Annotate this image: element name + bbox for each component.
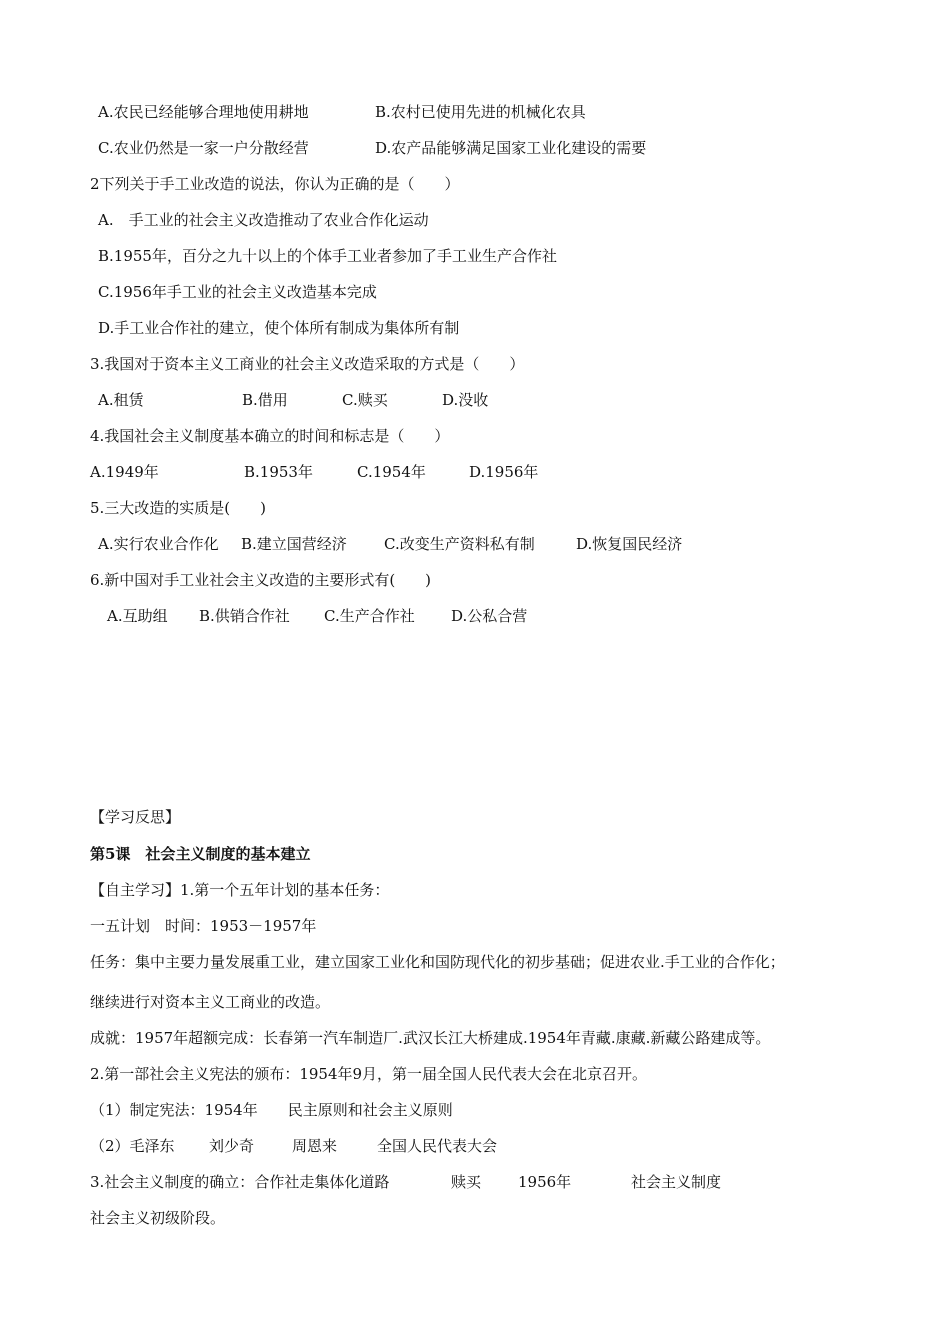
q2-option-b: B.1955年，百分之九十以上的个体手工业者参加了手工业生产合作社 bbox=[98, 247, 557, 265]
q5-option-c: C.改变生产资料私有制 bbox=[384, 535, 535, 553]
q5-option-d: D.恢复国民经济 bbox=[576, 535, 683, 553]
study-line-3: 任务：集中主要力量发展重工业，建立国家工业化和国防现代化的初步基础；促进农业.手工业的合作化； bbox=[90, 953, 785, 971]
study-line-8-a: （2）毛泽东 bbox=[90, 1137, 175, 1155]
q4-stem: 4.我国社会主义制度基本确立的时间和标志是（ ） bbox=[90, 427, 450, 445]
q5-option-b: B.建立国营经济 bbox=[241, 535, 347, 553]
study-line-10: 社会主义初级阶段。 bbox=[90, 1209, 226, 1227]
q4-option-a: A.1949年 bbox=[90, 463, 159, 481]
study-line-4: 继续进行对资本主义工商业的改造。 bbox=[90, 993, 331, 1011]
study-line-8-d: 全国人民代表大会 bbox=[377, 1137, 498, 1155]
study-line-9-a: 3.社会主义制度的确立：合作社走集体化道路 bbox=[90, 1173, 390, 1191]
q3-option-b: B.借用 bbox=[242, 391, 288, 409]
q4-option-c: C.1954年 bbox=[357, 463, 426, 481]
study-line-9-d: 社会主义制度 bbox=[631, 1173, 722, 1191]
q6-option-d: D.公私合营 bbox=[451, 607, 528, 625]
q6-option-a: A.互助组 bbox=[107, 607, 168, 625]
study-line-2: 一五计划 时间：1953－1957年 bbox=[90, 917, 317, 935]
study-line-1: 【自主学习】1.第一个五年计划的基本任务： bbox=[90, 881, 390, 899]
q4-option-d: D.1956年 bbox=[469, 463, 539, 481]
q2-option-a: A. 手工业的社会主义改造推动了农业合作化运动 bbox=[98, 211, 429, 229]
study-line-7: （1）制定宪法：1954年 民主原则和社会主义原则 bbox=[90, 1101, 453, 1119]
q5-option-a: A.实行农业合作化 bbox=[98, 535, 219, 553]
q3-stem: 3.我国对于资本主义工商业的社会主义改造采取的方式是（ ） bbox=[90, 355, 525, 373]
q1-option-c: C.农业仍然是一家一户分散经营 bbox=[98, 139, 309, 157]
q2-stem: 2下列关于手工业改造的说法，你认为正确的是（ ） bbox=[90, 175, 460, 193]
q6-option-b: B.供销合作社 bbox=[199, 607, 290, 625]
q2-option-d: D.手工业合作社的建立，使个体所有制成为集体所有制 bbox=[98, 319, 460, 337]
study-line-9-c: 1956年 bbox=[518, 1173, 572, 1191]
study-line-6: 2.第一部社会主义宪法的颁布：1954年9月，第一届全国人民代表大会在北京召开。 bbox=[90, 1065, 648, 1083]
q1-option-b: B.农村已使用先进的机械化农具 bbox=[375, 103, 586, 121]
q2-option-c: C.1956年手工业的社会主义改造基本完成 bbox=[98, 283, 377, 301]
q6-option-c: C.生产合作社 bbox=[324, 607, 415, 625]
q3-option-d: D.没收 bbox=[442, 391, 489, 409]
q6-stem: 6.新中国对手工业社会主义改造的主要形式有( ) bbox=[90, 571, 432, 589]
q1-option-d: D.农产品能够满足国家工业化建设的需要 bbox=[375, 139, 647, 157]
q5-stem: 5.三大改造的实质是( ) bbox=[90, 499, 267, 517]
study-line-8-b: 刘少奇 bbox=[209, 1137, 255, 1155]
study-line-8-c: 周恩来 bbox=[292, 1137, 338, 1155]
q1-option-a: A.农民已经能够合理地使用耕地 bbox=[98, 103, 309, 121]
reflection-heading: 【学习反思】 bbox=[90, 808, 181, 826]
study-line-9-b: 赎买 bbox=[451, 1173, 482, 1191]
study-line-5: 成就：1957年超额完成：长春第一汽车制造厂.武汉长江大桥建成.1954年青藏.康藏.新藏公路建成等。 bbox=[90, 1029, 771, 1047]
lesson-title: 第5课 社会主义制度的基本建立 bbox=[90, 845, 311, 863]
q4-option-b: B.1953年 bbox=[244, 463, 313, 481]
q3-option-a: A.租赁 bbox=[98, 391, 144, 409]
q3-option-c: C.赎买 bbox=[342, 391, 388, 409]
